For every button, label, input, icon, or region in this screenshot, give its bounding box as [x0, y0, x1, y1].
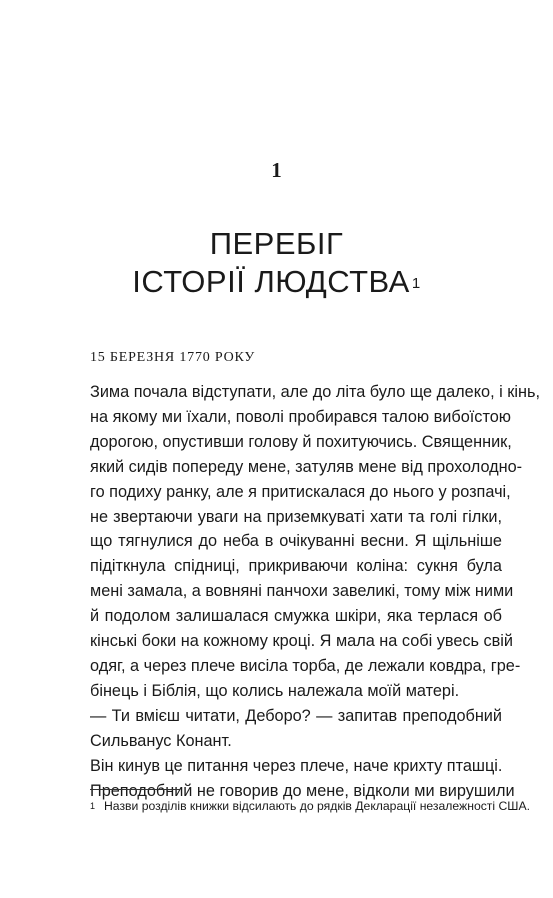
chapter-title [0, 225, 553, 301]
text-line: бінець і Біблія, що колись належала моїй матері. [90, 681, 460, 700]
footnote-mark: 1 [90, 801, 96, 811]
chapter-number: 1 [271, 158, 282, 182]
text-line: Сильванус Конант. [90, 731, 232, 750]
date-heading: 15 БЕРЕЗНЯ 1770 РОКУ [90, 350, 256, 365]
chapter-title-line-2 [0, 263, 553, 301]
footnote-divider [90, 789, 180, 790]
text-line: на якому ми їхали, поволі пробирався талою вибоїстою [90, 407, 511, 426]
text-line: — Ти вмієш читати, Деборо? — запитав преподобний [90, 706, 502, 725]
text-line: який сидів попереду мене, затуляв мене від прохолодно- [90, 457, 523, 476]
chapter-title-line-2-text: ІСТОРІЇ ЛЮДСТВА [132, 264, 410, 299]
text-line: кінські боки на кожному кроці. Я мала на собі увесь свій [90, 632, 514, 651]
title-footnote-mark: 1 [411, 275, 421, 292]
text-line: Зима почала відступати, але до літа було ще далеко, і кінь, [90, 383, 541, 401]
text-line: Він кинув це питання через плече, наче крихту пташці. [90, 756, 503, 775]
chapter-title-line-1: ПЕРЕБІГ [209, 226, 344, 261]
text-line: мені замала, а вовняні панчохи завеликі, тому між ними [90, 582, 514, 601]
text-line: одяг, а через плече висіла торба, де лежали ковдра, гре- [90, 656, 521, 675]
footnote [90, 799, 530, 814]
body-text [90, 380, 541, 803]
text-line: Преподобний не говорив до мене, відколи ми вирушили [90, 781, 515, 800]
text-line: підіткнула спідниці, прикриваючи коліна: сукня була [90, 557, 502, 576]
text-line: що тягнулися до неба в очікуванні весни. Я щільніше [90, 532, 502, 551]
text-line: не звертаючи уваги на приземкуваті хати та голі гілки, [90, 507, 502, 526]
text-line: го подиху ранку, але я притискалася до нього у розпачі, [90, 482, 511, 501]
footnote-text: Назви розділів книжки відсилають до рядків Декларації незалежності США. [104, 799, 530, 813]
text-line: й подолом залишалася смужка шкіри, яка терлася об [90, 607, 502, 626]
text-line: дорогою, опустивши голову й похитуючись. Священник, [90, 432, 512, 451]
